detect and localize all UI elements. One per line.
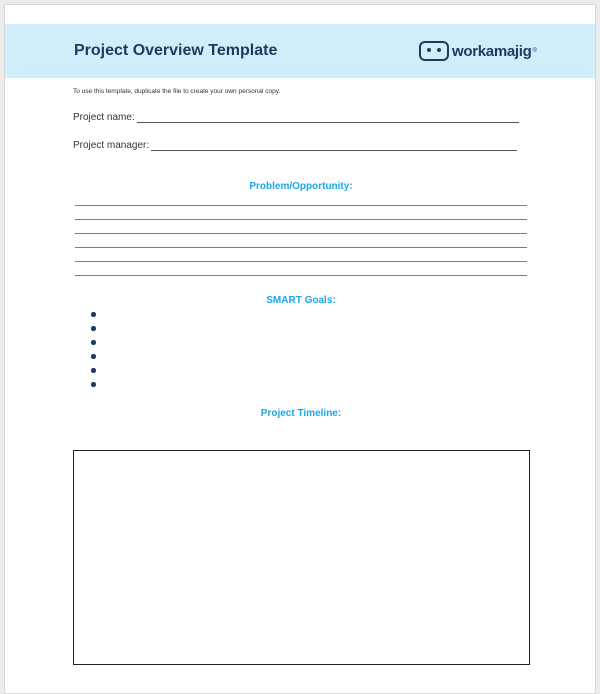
project-manager-field[interactable] bbox=[73, 139, 517, 151]
project-name-field[interactable] bbox=[73, 111, 519, 123]
goal-bullet bbox=[91, 382, 96, 387]
logo-face-icon bbox=[419, 41, 449, 61]
instructions-text: To use this template, duplicate the file to create your own personal copy. bbox=[73, 88, 281, 95]
ruled-line bbox=[75, 261, 527, 262]
project-timeline-heading: Project Timeline: bbox=[260, 408, 342, 419]
problem-opportunity-heading: Problem/Opportunity: bbox=[249, 181, 353, 192]
logo-text: workamajig bbox=[452, 42, 532, 60]
goal-bullet bbox=[91, 312, 96, 317]
ruled-line bbox=[75, 247, 527, 248]
project-manager-input-line[interactable] bbox=[151, 139, 517, 151]
smart-goals-heading: SMART Goals: bbox=[266, 295, 336, 306]
goal-bullet bbox=[91, 368, 96, 373]
goal-bullet bbox=[91, 326, 96, 331]
ruled-line bbox=[75, 233, 527, 234]
goal-bullet bbox=[91, 340, 96, 345]
ruled-line bbox=[75, 275, 527, 276]
document-title: Project Overview Template bbox=[74, 42, 278, 59]
project-name-label: Project name: bbox=[73, 112, 135, 123]
logo-registered-mark: ® bbox=[532, 48, 537, 54]
ruled-line bbox=[75, 219, 527, 220]
document-header bbox=[5, 24, 595, 78]
workamajig-logo bbox=[419, 38, 537, 64]
timeline-box[interactable] bbox=[73, 450, 530, 665]
project-manager-label: Project manager: bbox=[73, 140, 150, 151]
goal-bullet bbox=[91, 354, 96, 359]
document-page bbox=[4, 4, 596, 694]
project-name-input-line[interactable] bbox=[137, 111, 519, 123]
ruled-line bbox=[75, 205, 527, 206]
